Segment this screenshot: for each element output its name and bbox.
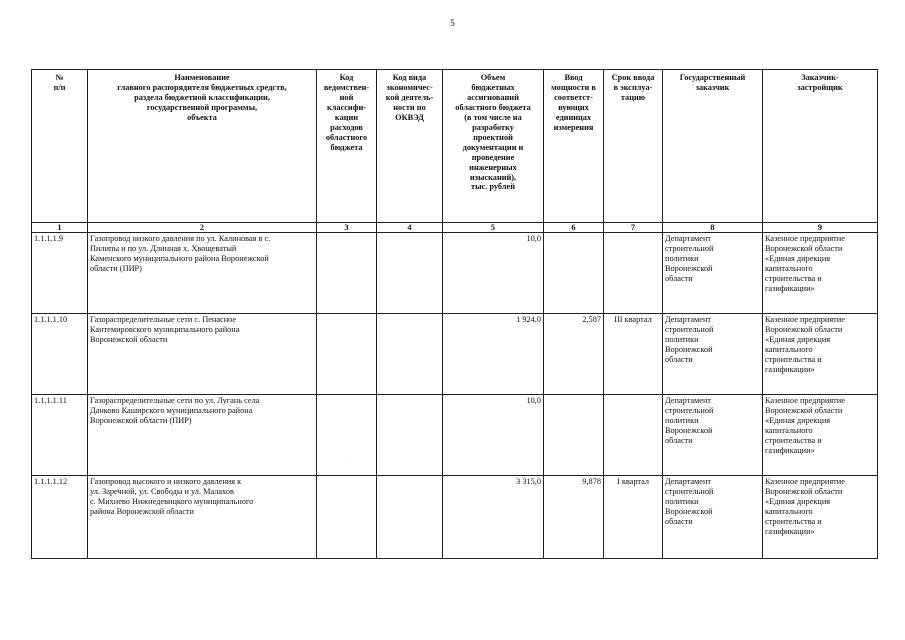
investment-table <box>31 69 878 559</box>
okved-code-cell <box>377 233 443 314</box>
header-cell-name: Наименование главного распорядителя бюджетных средств, раздела бюджетной классификации, государственной программы, объекта <box>88 70 317 223</box>
customer-cell: Департамент строительной политики Воронежской области <box>663 314 763 395</box>
header-cell-number: № п/п <box>32 70 88 223</box>
header-cell-capacity: Ввод мощности в соответст- вующих единицах измерения <box>544 70 604 223</box>
volume-cell: 3 315,0 <box>443 476 544 559</box>
column-number: 6 <box>544 223 604 233</box>
capacity-cell <box>544 395 604 476</box>
table-row <box>32 395 878 476</box>
column-number-row <box>32 223 878 233</box>
column-number: 1 <box>32 223 88 233</box>
developer-cell: Казенное предприятие Воронежской области «Единая дирекция капитального строительства и газификации» <box>763 395 878 476</box>
capacity-cell: 9,878 <box>544 476 604 559</box>
term-cell <box>604 233 663 314</box>
table-row <box>32 476 878 559</box>
header-cell-budget-code: Код ведомствен- ной классифи- кации расходов областного бюджета <box>317 70 377 223</box>
volume-cell: 10,0 <box>443 395 544 476</box>
header-cell-customer: Государственный заказчик <box>663 70 763 223</box>
header-cell-developer: Заказчик- застройщик <box>763 70 878 223</box>
customer-cell: Департамент строительной политики Воронежской области <box>663 395 763 476</box>
budget-code-cell <box>317 314 377 395</box>
column-number: 8 <box>663 223 763 233</box>
term-cell <box>604 395 663 476</box>
table-header-row <box>32 70 878 223</box>
column-number: 9 <box>763 223 878 233</box>
okved-code-cell <box>377 395 443 476</box>
term-cell: I квартал <box>604 476 663 559</box>
page-number: 5 <box>450 18 455 28</box>
capacity-cell <box>544 233 604 314</box>
scan-speck: · <box>345 459 347 465</box>
table-row <box>32 314 878 395</box>
term-cell: III квартал <box>604 314 663 395</box>
budget-code-cell <box>317 233 377 314</box>
row-number-cell: 1.1.1.1.10 <box>32 314 88 395</box>
column-number: 2 <box>88 223 317 233</box>
column-number: 7 <box>604 223 663 233</box>
column-number: 4 <box>377 223 443 233</box>
customer-cell: Департамент строительной политики Воронежской области <box>663 233 763 314</box>
row-number-cell: 1.1.1.1.11 <box>32 395 88 476</box>
okved-code-cell <box>377 476 443 559</box>
row-number-cell: 1.1.1.1.12 <box>32 476 88 559</box>
customer-cell: Департамент строительной политики Воронежской области <box>663 476 763 559</box>
okved-code-cell <box>377 314 443 395</box>
volume-cell: 1 924,0 <box>443 314 544 395</box>
column-number: 3 <box>317 223 377 233</box>
header-cell-okved-code: Код вида экономичес- кой деятель- ности по ОКВЭД <box>377 70 443 223</box>
column-number: 5 <box>443 223 544 233</box>
object-name-cell: Газопровод высокого и низкого давления к ул. Заречной, ул. Свободы и ул. Малахов с. Михнево Нижнедевицкого муниципального района Воронежской области <box>88 476 317 559</box>
object-name-cell: Газопровод низкого давления по ул. Калиновая в с. Пилипы и по ул. Длинная х. Хвощеватый Каменского муниципального района Воронежской области (ПИР) <box>88 233 317 314</box>
header-cell-volume: Объем бюджетных ассигнований областного бюджета (в том числе на разработку проектной документации и проведение инженерных изысканий), тыс. рублей <box>443 70 544 223</box>
budget-code-cell <box>317 476 377 559</box>
capacity-cell: 2,587 <box>544 314 604 395</box>
object-name-cell: Газораспределительные сети с. Пенасное Кантемировского муниципального района Воронежской области <box>88 314 317 395</box>
object-name-cell: Газораспределительные сети по ул. Лугань села Данково Каширского муниципального района Воронежской области (ПИР) <box>88 395 317 476</box>
header-cell-term: Срок ввода в эксплуа- тацию <box>604 70 663 223</box>
developer-cell: Казенное предприятие Воронежской области «Единая дирекция капитального строительства и газификации» <box>763 476 878 559</box>
row-number-cell: 1.1.1.1.9 <box>32 233 88 314</box>
table-row <box>32 233 878 314</box>
developer-cell: Казенное предприятие Воронежской области «Единая дирекция капитального строительства и газификации» <box>763 314 878 395</box>
developer-cell: Казенное предприятие Воронежской области «Единая дирекция капитального строительства и газификации» <box>763 233 878 314</box>
volume-cell: 10,0 <box>443 233 544 314</box>
